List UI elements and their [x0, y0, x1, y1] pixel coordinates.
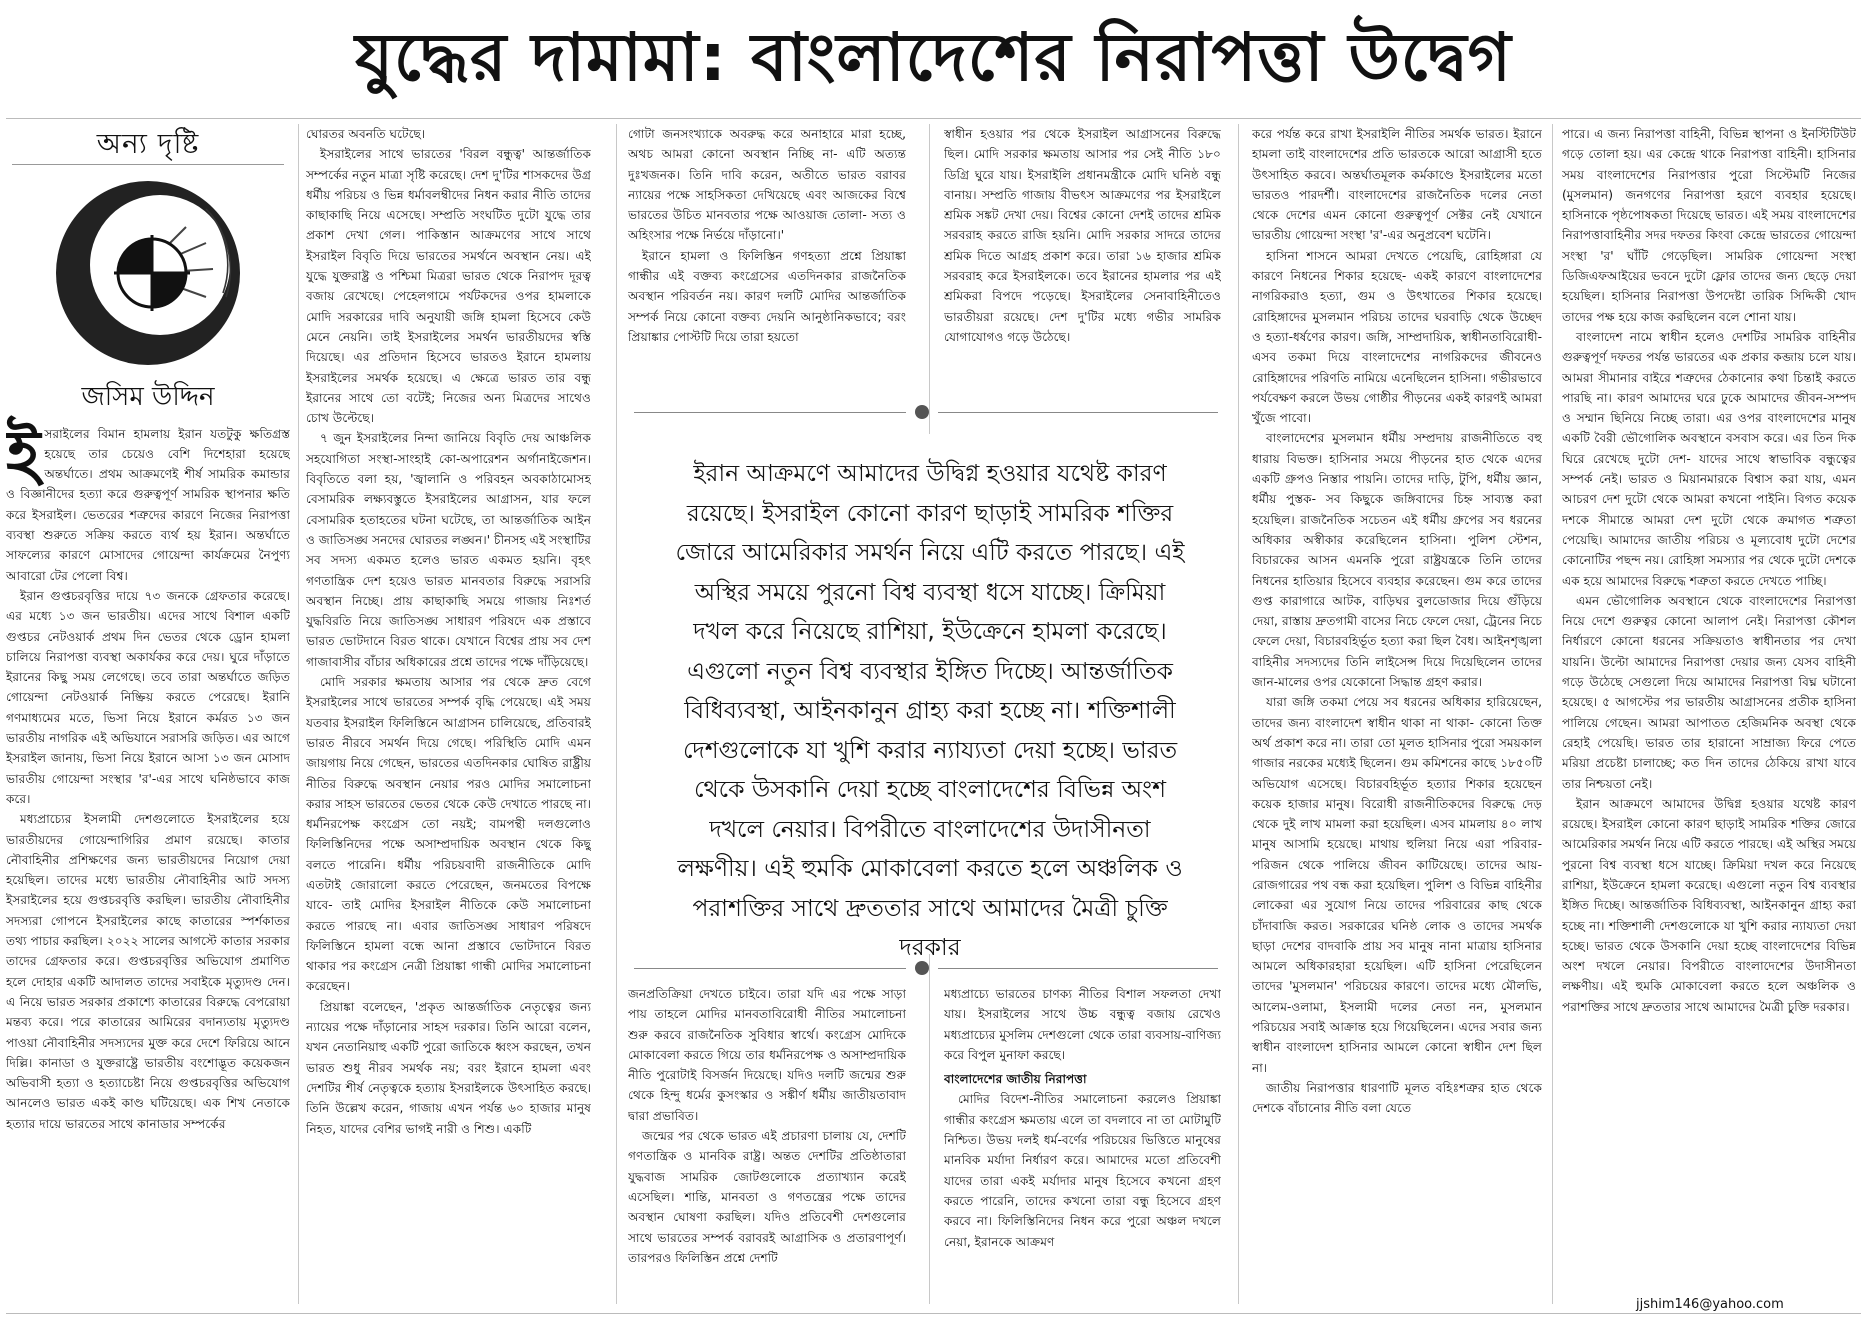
paragraph: স্বাধীন হওয়ার পর থেকে ইসরাইল আগ্রাসনের বিরুদ্ধে ছিল। মোদি সরকার ক্ষমতায় আসার পর সেই নীতি ১৮০ ডিগ্রি ঘুরে যায়। ইসরাইলি প্রধানমন্ত্রীকে মোদি ঘনিষ্ঠ বন্ধু বানায়। সম্প্রতি গাজায় বীভৎস আক্রমণের পর ইসরাইলে শ্রমিক সঙ্কট দেখা দেয়। বিশ্বের কোনো দেশই তাদের শ্রমিক সরবরাহ করতে রাজি হয়নি। মোদি সরকার সাদরে তাদের শ্রমিক দিতে আগ্রহ প্রকাশ করে। তারা ১৬ হাজার শ্রমিক সরবরাহ করে ইসরাইলকে। তবে ইরানের হামলার পর এই শ্রমিকরা বিপদে পড়েছে। ইসরাইলের সেনাবাহিনীতেও ভারতীয়রা রয়েছে। দেশ দু'টির মধ্যে গভীর সামরিক যোগাযোগও গড়ে উঠেছে। [944, 127, 1221, 344]
pullquote-rule-bottom-left [634, 968, 906, 969]
column-4-bottom [944, 984, 1221, 1304]
paragraph: মধ্যপ্রাচ্যে ভারতের চাণক্য নীতির বিশাল সফলতা দেখা যায়। ইসরাইলের সাথে উচ্চ বন্ধুত্ব বজায় রেখেও মধ্যপ্রাচ্যের মুসলিম দেশগুলো থেকে তারা ব্যবসায়-বাণিজ্য করে বিপুল মুনাফা করছে। [944, 987, 1221, 1062]
paragraph: ইরান গুপ্তচরবৃত্তির দায়ে ৭৩ জনকে গ্রেফতার করেছে। এর মধ্যে ১৩ জন ভারতীয়। এদের সাথে বিশাল একটি গুপ্তচর নেটওয়ার্ক প্রথম দিন ভেতর থেকে ড্রোন হামলা চালিয়ে নিরাপত্তা ব্যবস্থা অকার্যকর করে দেয়। ঘুরে দাঁড়াতে ইরানের কিছু সময় লেগেছে। তবে তারা অন্তর্ঘাতে জড়িত গোয়েন্দা নেটওয়ার্ক নিষ্ক্রিয় করতে পেরেছে। ইরানি গণমাধ্যমের মতে, ভিসা নিয়ে ইরানে কর্মরত ১৩ জন ভারতীয় নাগরিক এই অভিযানে সরাসরি জড়িত। এর আগে ইসরাইল জানায়, ভিসা নিয়ে ইরানে আসা ১৩ জন মোসাদ ভারতীয় গোয়েন্দা সংস্থার 'র'-এর সাথে ঘনিষ্ঠভাবে কাজ করে। [6, 588, 290, 806]
paragraph: গোটা জনসংখ্যাকে অবরুদ্ধ করে অনাহারে মারা হচ্ছে, অথচ আমরা কোনো অবস্থান নিচ্ছি না- এটি অত্যন্ত দুঃখজনক। তিনি দাবি করেন, অতীতে ভারত বরাবর ন্যায়ের পক্ষে সাহসিকতা দেখিয়েছে এবং আজকের বিশ্বে ভারতের উচিত মানবতার পক্ষে আওয়াজ তোলা- সত্য ও অহিংসার পক্ষে নির্ভয়ে দাঁড়ানো।' [628, 127, 906, 243]
column-divider [298, 124, 299, 1304]
pullquote [640, 434, 1220, 961]
paragraph: বাংলাদেশ নামে স্বাধীন হলেও দেশটির সামরিক বাহিনীর গুরুত্বপূর্ণ দফতর পর্যন্ত ভারতের এক প্রকার কব্জায় চলে যায়। আমরা সীমানার বাইরে শত্রুদের ঠেকানোর কথা চিন্তাই করতে পারছি না। কারণ আমাদের ঘরে ঢুকে আমাদের জীবন-সম্পদ ও সম্মান ছিনিয়ে নিচ্ছে তারা। এর ওপর বাংলাদেশের মানুষ একটি বৈরী ভৌগোলিক অবস্থানে বসবাস করে। এর তিন দিক ঘিরে রেখেছে দুটো দেশ- যাদের সাথে স্বাভাবিক বন্ধুত্বের সম্পর্ক নেই। ভারত ও মিয়ানমারকে বিশ্বাস করা যায়, এমন আচরণ দেশ দুটো থেকে আমরা কখনো পাইনি। বিগত কয়েক দশকে সীমান্তে আমরা দেশ দুটো থেকে ক্রমাগত শত্রুতা পেয়েছি। আমাদের জাতীয় পরিচয় ও মূল্যবোধ দুটো দেশের কোনোটির পছন্দ নয়। রোহিঙ্গা সমস্যার পর থেকে দুটো দেশকে এক হয়ে আমাদের বিরুদ্ধে শত্রুতা করতে দেখতে পাচ্ছি। [1562, 329, 1856, 588]
paragraph: যারা জঙ্গি তকমা পেয়ে সব ধরনের অধিকার হারিয়েছেন, তাদের জন্য বাংলাদেশ স্বাধীন থাকা না থাকা- কোনো তিক্ত অর্থ প্রকাশ করে না। তারা তো মূলত হাসিনার পুরো সময়কাল গাজার নরকের মধ্যেই ছিলেন। গুম কমিশনের কাছে ১৮৫০টি অভিযোগ এসেছে। বিচারবহির্ভূত হত্যার শিকার হয়েছেন কয়েক হাজার মানুষ। বিরোধী রাজনীতিকদের বিরুদ্ধে দেড় থেকে দুই লাখ মামলা করা হয়েছিল। এসব মামলায় ৪০ লাখ মানুষ আসামি হয়েছে। মাথায় হুলিয়া নিয়ে এরা পরিবার-পরিজন থেকে পালিয়ে জীবন কাটিয়েছে। তাদের আয়-রোজগারের পথ বন্ধ করা হয়েছিল। পুলিশ ও বিভিন্ন বাহিনীর লোকেরা এর সুযোগ নিয়ে তাদের পরিবারের কাছ থেকে চাঁদাবাজি করত। সরকারের ঘনিষ্ঠ লোক ও তাদের সমর্থক ছাড়া দেশের বাদবাকি প্রায় সব মানুষ নানা মাত্রায় হাসিনার আমলে অধিকারহারা হয়েছিল। এটি হাসিনা পেরেছিলেন তাদের 'মুসলমান' পরিচয়ের কারণে। তাদের মধ্যে মৌলভি, আলেম-ওলামা, ইসলামী দলের নেতা নন, মুসলমান পরিচয়ের সবাই আক্রান্ত হয়ে গিয়েছিলেন। এদের সবার জন্য স্বাধীন বাংলাদেশ হাসিনার আমলে কোনো স্বাধীন দেশ ছিল না। [1252, 695, 1542, 1075]
column-divider [1238, 124, 1239, 1304]
pullquote-dot-top [915, 405, 929, 419]
paragraph: ঘোরতর অবনতি ঘটেছে। [306, 127, 426, 141]
subheading: বাংলাদেশের জাতীয় নিরাপত্তা [944, 1072, 1087, 1087]
paragraph: এমন ভৌগোলিক অবস্থানে থেকে বাংলাদেশের নিরাপত্তা নিয়ে দেশে গুরুত্বর কোনো আলাপ নেই। নিরাপত্তা কৌশল নির্ধারণে কোনো ধরনের সক্রিয়তাও স্বাধীনতার পর দেখা যায়নি। উল্টো আমাদের নিরাপত্তা দেয়ার জন্য যেসব বাহিনী গড়ে উঠেছে সেগুলো দিয়ে আমাদের নিরাপত্তা বিঘ্ন ঘটানো হয়েছে। ৫ আগস্টের পর ভারতীয় আগ্রাসনের প্রতীক হাসিনা পালিয়ে গেছেন। আমরা আপাতত হেজিমনিক অবস্থা থেকে রেহাই পেয়েছি। ভারত তার হারানো সাম্রাজ্য ফিরে পেতে মরিয়া প্রচেষ্টা চালাচ্ছে; কত দিন তাদের ঠেকিয়ে রাখা যাবে তার নিশ্চয়তা নেই। [1562, 593, 1856, 791]
paragraph: পারে। এ জন্য নিরাপত্তা বাহিনী, বিভিন্ন স্থাপনা ও ইনস্টিটিউট গড়ে তোলা হয়। এর কেন্দ্রে থাকে নিরাপত্তা বাহিনী। হাসিনার সময় বাংলাদেশের নিরাপত্তার পুরো সিস্টেমটি নিজের (মুসলমান) জনগণের নিরাপত্তা হরণে ব্যবহার হয়েছে। হাসিনাকে পৃষ্ঠপোষকতা দিয়েছে ভারত। এই সময় বাংলাদেশের নিরাপত্তাবাহিনীর সদর দফতর কিংবা কেন্দ্রে ভারতের গোয়েন্দা সংস্থা 'র' ঘাঁটি গেড়েছিল। সামরিক গোয়েন্দা সংস্থা ডিজিএফআইয়ের ভবনে দুটো ফ্লোর তাদের জন্য ছেড়ে দেয়া হয়েছিল। হাসিনার নিরাপত্তা উপদেষ্টা তারিক সিদ্দিকী খোদ তাদের পক্ষ হয়ে কাজ করছিলেন বলে শোনা যায়। [1562, 127, 1856, 324]
author-email: jjshim146@yahoo.com [1636, 1297, 1784, 1312]
logo [6, 173, 290, 373]
column-label: অন্য দৃষ্টি [96, 127, 200, 160]
crescent-crosshair-logo-icon [48, 173, 248, 373]
paragraph: হাসিনা শাসনে আমরা দেখতে পেয়েছি, রোহিঙ্গারা যে কারণে নিধনের শিকার হয়েছে- একই কারণে বাংলাদেশের নাগরিকরাও হত্যা, গুম ও উৎখাতের শিকার হয়েছে। রোহিঙ্গাদের মুসলমান পরিচয় তাদের ঘরবাড়ি থেকে উচ্ছেদ ও হত্যা-ধর্ষণের কারণ। জঙ্গি, সাম্প্রদায়িক, স্বাধীনতাবিরোধী- এসব তকমা দিয়ে বাংলাদেশের নাগরিকদের জীবনেও রোহিঙ্গাদের পরিণতি নামিয়ে এনেছিলেন হাসিনা। গভীরভাবে পর্যবেক্ষণ করলে উভয় গোষ্ঠীর পীড়নের একই কারণই আমরা খুঁজে পাবো। [1252, 248, 1542, 426]
paragraph: বাংলাদেশের মুসলমান ধর্মীয় সম্প্রদায় রাজনীতিতে বহু ধারায় বিভক্ত। হাসিনার সময়ে পীড়নের হাত থেকে এদের একটি গ্রুপও নিস্তার পায়নি। তাদের দাড়ি, টুপি, ধর্মীয় জ্ঞান, ধর্মীয় পুস্তক- সব কিছুকে জঙ্গিবাদের চিহ্ন সাব্যস্ত করা হয়েছিল। রাজনৈতিক সচেতন এই ধর্মীয় গ্রুপের সব ধরনের অধিকার অস্বীকার করেছিলেন হাসিনা। পুলিশ স্টেশন, বিচারকের আসন এমনকি পুরো রাষ্ট্রযন্ত্রকে তিনি তাদের নিধনের হাতিয়ার হিসেবে ব্যবহার করেছেন। গুম করে তাদের গুপ্ত কারাগারে আটক, বাড়িঘর বুলডোজার দিয়ে গুঁড়িয়ে দেয়া, রাস্তায় দ্রুতগামী বাসের নিচে ফেলে দেয়া, ট্রেনের নিচে ফেলে দেয়া, বিচারবহির্ভূত হত্যা করা ছিল বৈধ। আইনশৃঙ্খলা বাহিনীর সদস্যদের তিনি লাইসেন্স দিয়ে দিয়েছিলেন তাদের জান-মালের ওপর যেকোনো সিদ্ধান্ত গ্রহণ করার। [1252, 431, 1542, 690]
drop-cap: ই [6, 415, 41, 493]
pullquote-text: ইরান আক্রমণে আমাদের উদ্বিগ্ন হওয়ার যথেষ্ট কারণ রয়েছে। ইসরাইল কোনো কারণ ছাড়াই সামরিক শক্তির জোরে আমেরিকার সমর্থন নিয়ে এটি করতে পারছে। এই অস্থির সময়ে পুরনো বিশ্ব ব্যবস্থা ধসে যাচ্ছে। ক্রিমিয়া দখল করে নিয়েছে রাশিয়া, ইউক্রেনে হামলা করেছে। এগুলো নতুন বিশ্ব ব্যবস্থার ইঙ্গিত দিচ্ছে। আন্তর্জাতিক বিধিব্যবস্থা, আইনকানুন গ্রাহ্য করা হচ্ছে না। শক্তিশালী দেশগুলোকে যা খুশি করার ন্যায্যতা দেয়া হচ্ছে। ভারত থেকে উসকানি দেয়া হচ্ছে বাংলাদেশের বিভিন্ন অংশ দখলে নেয়ার। বিপরীতে বাংলাদেশের উদাসীনতা লক্ষণীয়। এই হুমকি মোকাবেলা করতে হলে অঞ্চলিক ও পরাশক্তির সাথে দ্রুততার সাথে আমাদের মৈত্রী চুক্তি দরকার [675, 459, 1185, 961]
top-rule [6, 118, 1861, 119]
paragraph: মোদি সরকার ক্ষমতায় আসার পর থেকে দ্রুত বেগে ইসরাইলের সাথে ভারতের সম্পর্ক বৃদ্ধি পেয়েছে। এই সময় যতবার ইসরাইল ফিলিস্তিনে আগ্রাসন চালিয়েছে, প্রতিবারই ভারত নীরবে সমর্থন দিয়ে গেছে। পরিস্থিতি মোদি এমন জায়গায় নিয়ে গেছেন, ভারতের এতদিনকার ঘোষিত রাষ্ট্রীয় নীতির বিরুদ্ধে অবস্থান নেয়ার পরও মোদির সমালোচনা করার সাহস ভারতের ভেতর থেকে কেউ দেখাতে পারছে না। ধর্মনিরপেক্ষ কংগ্রেস তো নয়ই; বামপন্থী দলগুলোও ফিলিস্তিনিদের পক্ষে অসাম্প্রদায়িক অবস্থান থেকে কিছু বলতে পারেনি। ধর্মীয় পরিচয়বাদী রাজনীতিকে মোদি এতটাই জোরালো করতে পেরেছেন, জনমতের বিপক্ষে যাবে- তাই মোদির ইসরাইল নীতিকে কেউ সমালোচনা করতে পারছে না। এবার জাতিসঙ্ঘ সাধারণ পরিষদে ফিলিস্তিনে হামলা বন্ধে আনা প্রস্তাবে ভোটদানে বিরত থাকার পর কংগ্রেস নেত্রী প্রিয়াঙ্কা গান্ধী মোদির সমালোচনা করেছেন। [306, 675, 591, 994]
column-2 [306, 124, 591, 1304]
bottom-rule [6, 1313, 1861, 1314]
paragraph: ইসরাইলের বিমান হামলায় ইরান যতটুকু ক্ষতিগ্রস্ত হয়েছে তার চেয়েও বেশি দিশেহারা হয়েছে অন্তর্ঘাতে। প্রথম আক্রমণেই শীর্ষ সামরিক কমান্ডার ও বিজ্ঞানীদের হত্যা করে গুরুত্বপূর্ণ সামরিক স্থাপনার ক্ষতি করে ইসরাইল। ভেতরের শত্রুদের কারণে নিজের নিরাপত্তা ব্যবস্থা শুরুতে সক্রিয় করতে ব্যর্থ হয় ইরান। অন্তর্ঘাতে সাফল্যের কারণে মোসাদের গোয়েন্দা কার্যক্রমের নৈপুণ্য আবারো টের পেলো বিশ্ব। [6, 415, 290, 583]
paragraph: ইসরাইলের সাথে ভারতের 'বিরল বন্ধুত্ব' আন্তর্জাতিক সম্পর্কের নতুন মাত্রা সৃষ্টি করেছে। দেশ দু'টির শাসকদের উগ্র ধর্মীয় পরিচয় ও ভিন্ন ধর্মাবলম্বীদের নিধন করার নীতি তাদের কাছাকাছি নিয়ে এসেছে। সম্প্রতি সংঘটিত দুটো যুদ্ধে তার প্রকাশ দেখা গেল। পাকিস্তান আক্রমণের সাথে সাথে ইসরাইল বিবৃতি দিয়ে ভারতের সমর্থনে অবস্থান নেয়। এই যুদ্ধে যুক্তরাষ্ট্র ও পশ্চিমা মিত্ররা ভারত থেকে নিরাপদ দূরত্ব বজায় রেখেছে। পেহেলগামে পর্যটকদের ওপর হামলাকে মোদি সরকারের দাবি অনুযায়ী জঙ্গি হামলা হিসেবে কেউ মেনে নেয়নি। তাই ইসরাইলের সমর্থন ভারতীয়দের স্বস্তি দিয়েছে। এর প্রতিদান হিসেবে ভারতও ইরানে হামলায় ইসরাইলের সমর্থক হয়েছে। এ ক্ষেত্রে ভারত তার বন্ধু ইরানের সাথে তো বটেই; নিজের অন্য মিত্রদের সাথেও চোখ উল্টেছে। [306, 147, 591, 426]
pullquote-rule-top-left [634, 412, 906, 413]
column-3-top [628, 124, 906, 420]
paragraph: জনপ্রতিক্রিয়া দেখতে চাইবে। তারা যদি এর পক্ষে সাড়া পায় তাহলে মোদির মানবতাবিরোধী নীতির সমালোচনা শুরু করবে রাজনৈতিক সুবিধার স্বার্থে। কংগ্রেস মোদিকে মোকাবেলা করতে গিয়ে তার ধর্মনিরপেক্ষ ও অসাম্প্রদায়িক নীতি পুরোটাই বিসর্জন দিয়েছে। যদিও দলটি জন্মের শুরু থেকে হিন্দু ধর্মের কুসংস্কার ও সঙ্কীর্ণ ধর্মীয় জাতীয়তাবাদ দ্বারা প্রভাবিত। [628, 987, 906, 1123]
headline: যুদ্ধের দামামা: বাংলাদেশের নিরাপত্তা উদ্বেগ [355, 19, 1512, 96]
column-1 [6, 124, 290, 1304]
column-4-top [944, 124, 1221, 384]
column-divider [616, 124, 617, 1304]
paragraph: জাতীয় নিরাপত্তার ধারণাটি মূলত বহিঃশত্রুর হাত থেকে দেশকে বাঁচানোর নীতি বলা যেতে [1252, 1080, 1542, 1116]
author-name: জসিম উদ্দিন [81, 382, 215, 413]
pullquote-rule-top-right [938, 412, 1218, 413]
column-divider [1552, 124, 1553, 1304]
paragraph: ইরানে হামলা ও ফিলিস্তিন গণহত্যা প্রশ্নে প্রিয়াঙ্কা গান্ধীর এই বক্তব্য কংগ্রেসের এতদিনকার রাজনৈতিক অবস্থান পরিবর্তন নয়। কারণ দলটি মোদির আন্তর্জাতিক সম্পর্ক নিয়ে কোনো বক্তব্য দেয়নি আনুষ্ঠানিকভাবে; বরং প্রিয়াঙ্কার পোস্টটি দিয়ে তারা হয়তো [628, 248, 906, 344]
column-6 [1562, 124, 1856, 1292]
paragraph: করে পর্যন্ত করে রাখা ইসরাইলি নীতির সমর্থক ভারত। ইরানে হামলা তাই বাংলাদেশের প্রতি ভারতকে আরো আগ্রাসী হতে উৎসাহিত করবে। অন্তর্ঘাতমূলক কর্মকাণ্ডে ইসরাইলের মতো ভারতও পারদর্শী। বাংলাদেশের রাজনৈতিক দলের নেতা থেকে দেশের এমন কোনো গুরুত্বপূর্ণ সেক্টর নেই যেখানে ভারতীয় গোয়েন্দা সংস্থা 'র'-এর অনুপ্রবেশ ঘটেনি। [1252, 127, 1542, 243]
paragraph: ৭ জুন ইসরাইলের নিন্দা জানিয়ে বিবৃতি দেয় আঞ্চলিক সহযোগিতা সংস্থা-সাংহাই কো-অপারেশন অর্গানাইজেশন। বিবৃতিতে বলা হয়, 'জ্বালানি ও পরিবহন অবকাঠামোসহ বেসামরিক লক্ষ্যবস্তুতে ইসরাইলের আগ্রাসন, যার ফলে বেসামরিক হতাহতের ঘটনা ঘটেছে, তা আন্তর্জাতিক আইন ও জাতিসঙ্ঘ সনদের ঘোরতর লঙ্ঘন।' চীনসহ এই সংস্থাটির সব সদস্য একমত হলেও ভারত একমত হয়নি। বৃহৎ গণতান্ত্রিক দেশ হয়েও ভারত মানবতার বিরুদ্ধে সরাসরি অবস্থান নিচ্ছে। প্রায় কাছাকাছি সময়ে গাজায় নিঃশর্ত যুদ্ধবিরতি নিয়ে জাতিসঙ্ঘ সাধারণ পরিষদে এক প্রস্তাবে ভারত ভোটদানে বিরত থাকে। যেখানে বিশ্বের প্রায় সব দেশ গাজাবাসীর বাঁচার অধিকারের প্রশ্নে তাদের পক্ষে দাঁড়িয়েছে। [306, 431, 591, 669]
paragraph: মোদির বিদেশ-নীতির সমালোচনা করলেও প্রিয়াঙ্কা গান্ধীর কংগ্রেস ক্ষমতায় এলে তা বদলাবে না তা মোটামুটি নিশ্চিত। উভয় দলই ধর্ম-বর্ণের পরিচয়ের ভিত্তিতে মানুষের মানবিক মর্যাদা নির্ধারণ করে। আমাদের মতো প্রতিবেশী যাদের তারা একই মর্যাদার মানুষ হিসেবে কখনো গ্রহণ করতে পারেনি, তাদের কখনো তারা বন্ধু হিসেবে গ্রহণ করবে না। ফিলিস্তিনিদের নিধন করে পুরো অঞ্চল দখলে নেয়া, ইরানকে আক্রমণ [944, 1092, 1221, 1249]
paragraph: মধ্যপ্রাচ্যের ইসলামী দেশগুলোতে ইসরাইলের হয়ে ভারতীয়দের গোয়েন্দাগিরির প্রমাণ রয়েছে। কাতার নৌবাহিনীর প্রশিক্ষণের জন্য ভারতীয়দের নিয়োগ দেয়া হয়েছিল। তাদের মধ্যে ভারতীয় নৌবাহিনীর আট সদস্য ইসরাইলের হয়ে গুপ্তচরবৃত্তি করছিল। ভারতীয় নৌবাহিনীর সদস্যরা গোপনে ইসরাইলের কাছে কাতারের স্পর্শকাতর তথ্য পাচার করছিল। ২০২২ সালের আগস্টে কাতার সরকার তাদের গ্রেফতার করে। গুপ্তচরবৃত্তির অভিযোগ প্রমাণিত হলে দোহার একটি আদালত তাদের সবাইকে মৃত্যুদণ্ড দেন। এ নিয়ে ভারত সরকার প্রকাশ্যে কাতারের বিরুদ্ধে বেপরোয়া মন্তব্য করে। পরে কাতারের আমিরের বদান্যতায় মৃত্যুদণ্ড পাওয়া নৌবাহিনীর সদস্যদের মুক্ত করে দেশে ফিরিয়ে আনে দিল্লি। কানাডা ও যুক্তরাষ্ট্রে ভারতীয় বংশোদ্ভূত কয়েকজন অভিবাসী হত্যা ও হত্যাচেষ্টা নিয়ে গুপ্তচরবৃত্তির অভিযোগ আনলেও ভারত একই কাণ্ড ঘটিয়েছে। এক শিখ নেতাকে হত্যার দায়ে ভারতের সাথে কানাডার সম্পর্কের [6, 812, 290, 1131]
column-3-bottom [628, 984, 906, 1304]
pullquote-dot-bottom [915, 961, 929, 975]
label-rule [12, 164, 284, 165]
pullquote-rule-bottom-right [938, 968, 1218, 969]
paragraph: প্রিয়াঙ্কা বলেছেন, 'প্রকৃত আন্তর্জাতিক নেতৃত্বের জন্য ন্যায়ের পক্ষে দাঁড়ানোর সাহস দরকার। তিনি আরো বলেন, যখন নেতানিয়াহু একটি পুরো জাতিকে ধ্বংস করছেন, তখন ভারত শুধু নীরব সমর্থক নয়; বরং ইরানে হামলা এবং দেশটির শীর্ষ নেতৃত্বকে হত্যায় ইসরাইলকে উৎসাহিত করছে। তিনি উল্লেখ করেন, গাজায় এখন পর্যন্ত ৬০ হাজার মানুষ নিহত, যাদের বেশির ভাগই নারী ও শিশু। একটি [306, 999, 591, 1136]
paragraph: ইরান আক্রমণে আমাদের উদ্বিগ্ন হওয়ার যথেষ্ট কারণ রয়েছে। ইসরাইল কোনো কারণ ছাড়াই সামরিক শক্তির জোরে আমেরিকার সমর্থন নিয়ে এটি করতে পারছে। এই অস্থির সময়ে পুরনো বিশ্ব ব্যবস্থা ধসে যাচ্ছে। ক্রিমিয়া দখল করে নিয়েছে রাশিয়া, ইউক্রেনে হামলা করেছে। এগুলো নতুন বিশ্ব ব্যবস্থার ইঙ্গিত দিচ্ছে। আন্তর্জাতিক বিধিব্যবস্থা, আইনকানুন গ্রাহ্য করা হচ্ছে না। শক্তিশালী দেশগুলোকে যা খুশি করার ন্যায্যতা দেয়া হচ্ছে। ভারত থেকে উসকানি দেয়া হচ্ছে বাংলাদেশের বিভিন্ন অংশ দখলে নেয়ার। বিপরীতে বাংলাদেশের উদাসীনতা লক্ষণীয়। এই হুমকি মোকাবেলা করতে হলে অঞ্চলিক ও পরাশক্তির সাথে দ্রুততার সাথে আমাদের মৈত্রী চুক্তি দরকার। [1562, 796, 1856, 1014]
column-5 [1252, 124, 1542, 1304]
paragraph: জন্মের পর থেকে ভারত এই প্রচারণা চালায় যে, দেশটি গণতান্ত্রিক ও মানবিক রাষ্ট্র। অন্তত দেশটির প্রতিষ্ঠাতারা যুদ্ধবাজ সামরিক জোটগুলোকে প্রত্যাখ্যান করেই এসেছিল। শান্তি, মানবতা ও গণতন্ত্রের পক্ষে তাদের অবস্থান ঘোষণা করছিল। যদিও প্রতিবেশী দেশগুলোর সাথে ভারতের সম্পর্ক বরাবরই আগ্রাসিক ও প্রতারণাপূর্ণ। তারপরও ফিলিস্তিন প্রশ্নে দেশটি [628, 1129, 906, 1265]
